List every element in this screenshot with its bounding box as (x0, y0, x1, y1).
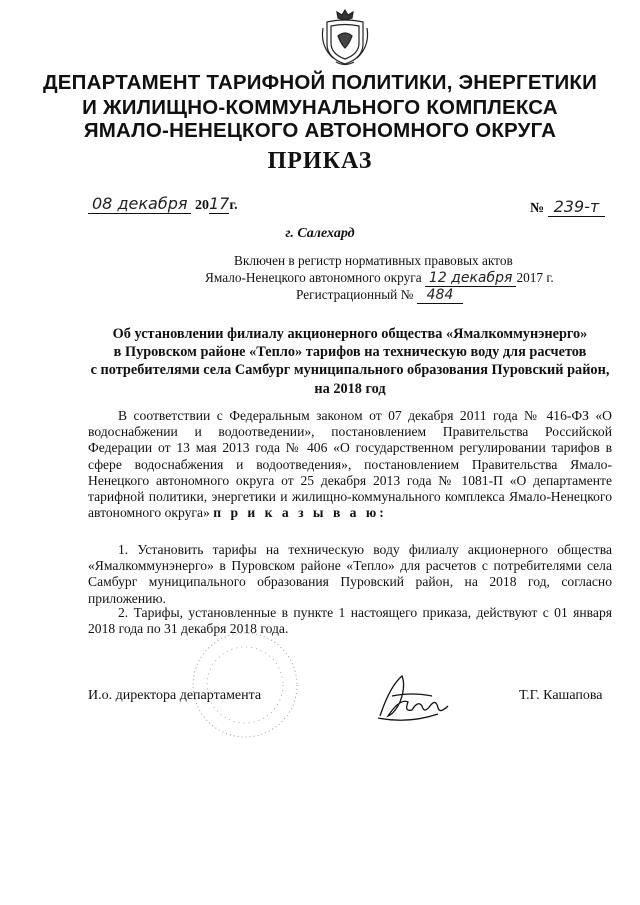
item-1-paragraph: 1. Установить тарифы на техническую воду филиалу акционерного общества «Ямалкоммунэнерго» в Пуровском районе «Тепло» для расчетов с потребителями села Самбург муниципального образования Пуровский район, на 2018 год, согласно приложению. (88, 542, 612, 606)
preamble-text: В соответствии с Федеральным законом от 07 декабря 2011 года № 416-ФЗ «О водоснабжении и водоотведении», постановлением Правительства Российской Федерации от 13 мая 2013 года № 406 «О государственном регулировании тарифов в сфере водоснабжения и водоотведения», постановлением Правительства Ямало-Ненецкого автономного округа от 25 декабря 2013 года № 1081-П «О департаменте тарифной политики, энергетики и жилищно-коммунального комплекса Ямало-Ненецкого автономного округа» (88, 408, 612, 521)
department-line-3: ЯМАЛО-НЕНЕЦКОГО АВТОНОМНОГО ОКРУГА (83, 119, 557, 142)
registry-region: Ямало-Ненецкого автономного округа (205, 270, 422, 285)
signatory-position: И.о. директора департамента (88, 688, 262, 703)
coat-of-arms-emblem (318, 6, 372, 68)
registry-number-label: Регистрационный № (296, 287, 414, 302)
faint-seal-stamp (185, 625, 305, 745)
number-label: № (530, 201, 545, 216)
subject-line-1: Об установлении филиалу акционерного общества «Ямалкоммунэнерго» (112, 326, 588, 342)
preamble-paragraph (88, 408, 612, 521)
city: г. Салехард (285, 226, 355, 241)
handwritten-registry-number: 484 (417, 287, 464, 304)
year-suffix: г. (229, 198, 238, 213)
registry-year: 2017 г. (516, 270, 554, 285)
handwritten-signature (372, 668, 472, 728)
year-prefix: 20 (194, 198, 209, 213)
document-type-title: ПРИКАЗ (267, 148, 373, 174)
order-word: п р и к а з ы в а ю: (213, 505, 387, 521)
order-subject (60, 325, 640, 398)
registry-line-2 (205, 270, 554, 286)
handwritten-registry-date: 12 декабря (425, 270, 517, 287)
subject-line-4: на 2018 год (314, 380, 386, 397)
department-line-2: И ЖИЛИЩНО-КОММУНАЛЬНОГО КОМПЛЕКСА (82, 96, 558, 119)
item-2-paragraph: 2. Тарифы, установленные в пункте 1 настоящего приказа, действуют с 01 января 2018 года по 31 декабря 2018 года. (88, 605, 612, 637)
handwritten-number: 239-т (548, 197, 606, 217)
registry-line-3 (296, 287, 463, 303)
department-line-1: ДЕПАРТАМЕНТ ТАРИФНОЙ ПОЛИТИКИ, ЭНЕРГЕТИКИ (42, 71, 598, 94)
subject-line-2: в Пуровском районе «Тепло» тарифов на техническую воду для расчетов (113, 344, 587, 361)
order-date (88, 194, 238, 214)
order-number (530, 197, 605, 217)
registry-line-1: Включен в регистр нормативных правовых актов (234, 253, 513, 268)
subject-line-3: с потребителями села Самбург муниципального образования Пуровский район, (90, 362, 610, 379)
handwritten-year: 17 (208, 194, 230, 213)
handwritten-date: 08 декабря (88, 194, 191, 214)
signatory-name: Т.Г. Кашапова (519, 688, 603, 703)
